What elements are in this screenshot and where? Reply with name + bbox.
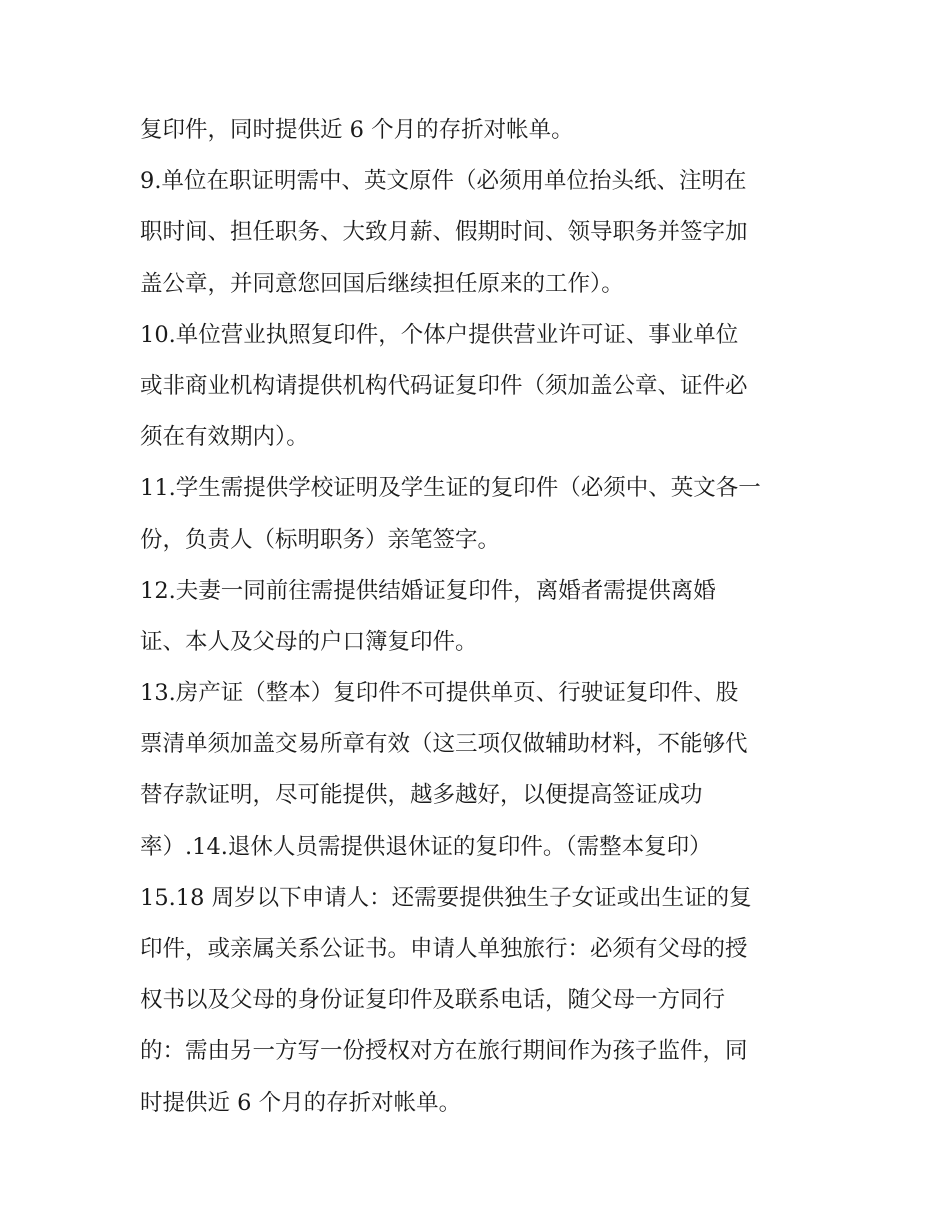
- document-body-text: [140, 108, 830, 1132]
- text-line-11: 证、本人及父母的户口簿复印件。: [140, 628, 478, 655]
- text-line-12: 13.房产证（整本）复印件不可提供单页、行驶证复印件、股: [140, 680, 739, 707]
- text-line-2: 9.单位在职证明需中、英文原件（必须用单位抬头纸、注明在: [140, 168, 747, 195]
- text-line-9: 份，负责人（标明职务）亲笔签字。: [140, 526, 501, 553]
- text-line-13: 票清单须加盖交易所章有效（这三项仅做辅助材料，不能够代: [140, 731, 748, 758]
- text-line-4: 盖公章，并同意您回国后继续担任原来的工作）。: [140, 270, 624, 297]
- text-line-3: 职时间、担任职务、大致月薪、假期时间、领导职务并签字加: [140, 219, 748, 246]
- text-line-5: 10.单位营业执照复印件，个体户提供营业许可证、事业单位: [140, 321, 739, 348]
- text-line-18: 权书以及父母的身份证复印件及联系电话，随父母一方同行: [140, 987, 726, 1014]
- text-line-19: 的：需由另一方写一份授权对方在旅行期间作为孩子监件，同: [140, 1038, 748, 1065]
- text-line-1: 复印件，同时提供近 6 个月的存折对帐单。: [140, 117, 574, 143]
- text-line-14: 替存款证明，尽可能提供，越多越好，以便提高签证成功: [140, 782, 703, 809]
- text-line-7: 须在有效期内）。: [140, 424, 309, 451]
- text-line-20: 时提供近 6 个月的存折对帐单。: [140, 1089, 462, 1116]
- text-line-15: 率）.14.退休人员需提供退休证的复印件。（需整本复印）: [140, 833, 712, 860]
- text-line-6: 或非商业机构请提供机构代码证复印件（须加盖公章、证件必: [140, 372, 748, 399]
- text-line-8: 11.学生需提供学校证明及学生证的复印件（必须中、英文各一: [140, 475, 761, 502]
- text-line-17: 印件，或亲属关系公证书。申请人单独旅行：必须有父母的授: [140, 936, 748, 962]
- text-line-10: 12.夫妻一同前往需提供结婚证复印件，离婚者需提供离婚: [140, 577, 716, 604]
- text-line-16: 15.18 周岁以下申请人：还需要提供独生子女证或出生证的复: [140, 884, 752, 911]
